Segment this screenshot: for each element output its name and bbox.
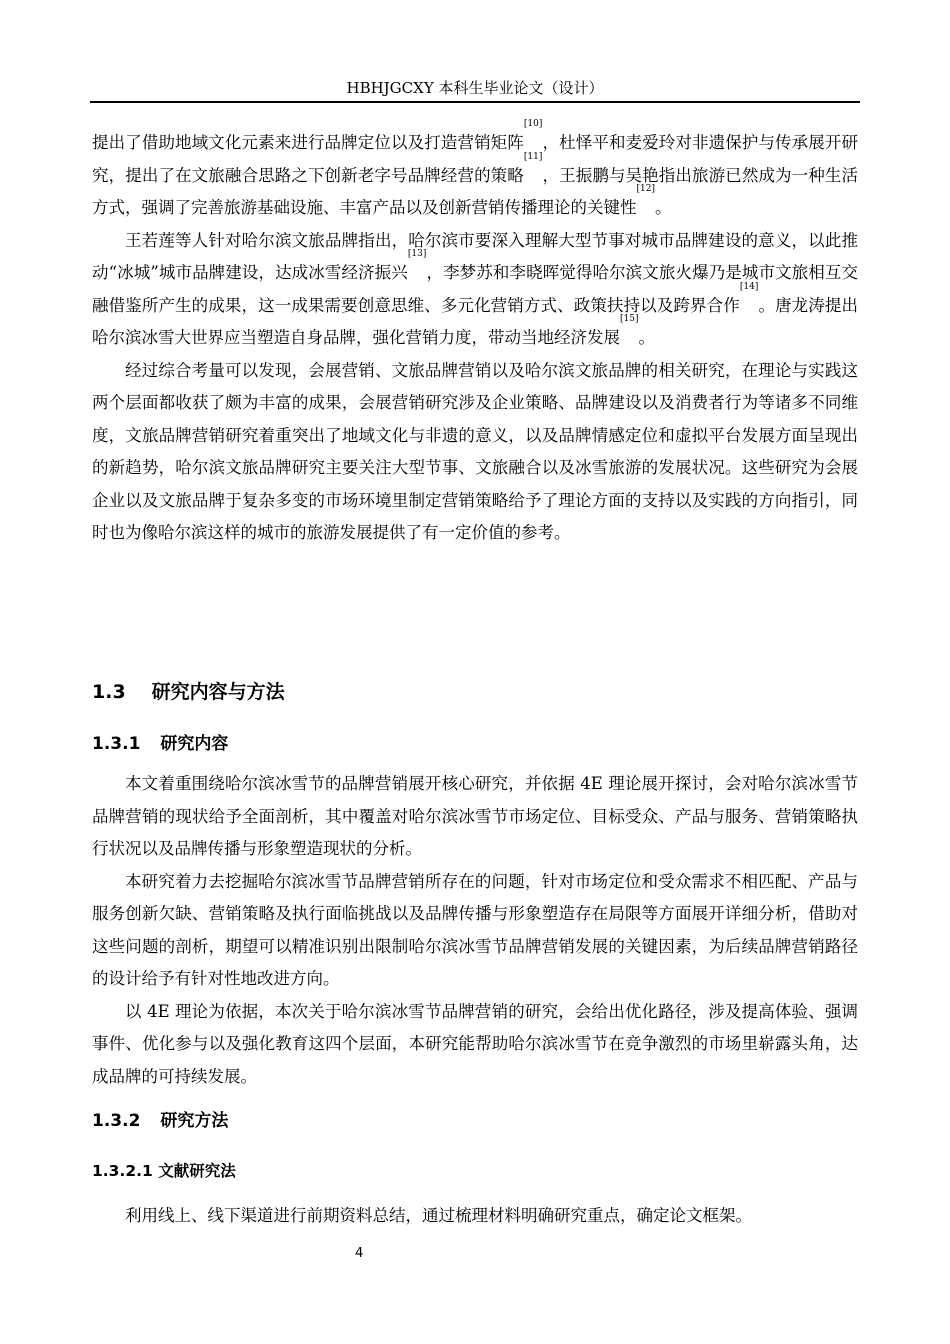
section-heading-1-3-2-1: 1.3.2.1 文献研究法 <box>92 1162 236 1180</box>
citation-10[interactable]: [10] <box>523 119 543 129</box>
literature-method <box>92 1200 858 1233</box>
content-paragraph-3: 以 4E 理论为依据，本次关于哈尔滨冰雪节品牌营销的研究，会给出优化路径，涉及提高体验、强调事件、优化参与以及强化教育这四个层面，本研究能帮助哈尔滨冰雪节在竞争激烈的市场里崭露头角，达成品牌的可持续发展。 <box>92 1001 858 1086</box>
citation-13[interactable]: [13] <box>407 249 427 259</box>
running-header: HBHJGCXY 本科生毕业论文（设计） <box>346 79 604 97</box>
citation-12[interactable]: [12] <box>636 184 655 194</box>
method-paragraph: 利用线上、线下渠道进行前期资料总结，通过梳理材料明确研究重点，确定论文框架。 <box>125 1206 752 1225</box>
section-heading-1-3-2: 1.3.2 研究方法 <box>92 1111 229 1131</box>
section-heading-1-3-1: 1.3.1 研究内容 <box>92 734 229 754</box>
paragraph-1: 提出了借助地域文化元素来进行品牌定位以及打造营销矩阵[10]，杜怿平和麦爱玲对非遗保护与传承展开研究，提出了在文旅融合思路之下创新老字号品牌经营的策略[11]，王振鹏与吴艳指出旅游已然成为一种生活方式，强调了完善旅游基础设施、丰富产品以及创新营销传播理论的关键性[12]。 <box>92 119 859 217</box>
section-heading-1-3: 1.3 研究内容与方法 <box>92 681 285 703</box>
citation-15[interactable]: [15] <box>620 314 639 324</box>
citation-11[interactable]: [11] <box>523 151 543 162</box>
literature-summary <box>92 119 859 550</box>
page-number: 4 <box>355 1246 364 1261</box>
header-rule <box>90 101 860 103</box>
paragraph-2: 王若莲等人针对哈尔滨文旅品牌指出，哈尔滨市要深入理解大型节事对城市品牌建设的意义，以此推动“冰城”城市品牌建设，达成冰雪经济振兴[13]，李梦苏和李晓晖觉得哈尔滨文旅火爆乃是城市文旅相互交融借鉴所产生的成果，这一成果需要创意思维、多元化营销方式、政策扶持以及跨界合作[14]。唐龙涛提出哈尔滨冰雪大世界应当塑造自身品牌，强化营销力度，带动当地经济发展[15]。 <box>92 230 859 347</box>
paragraph-3: 经过综合考量可以发现，会展营销、文旅品牌营销以及哈尔滨文旅品牌的相关研究，在理论与实践这两个层面都收获了颇为丰富的成果，会展营销研究涉及企业策略、品牌建设以及消费者行为等诸多不同维度，文旅品牌营销研究着重突出了地域文化与非遗的意义，以及品牌情感定位和虚拟平台发展方面呈现出的新趋势，哈尔滨文旅品牌研究主要关注大型节事、文旅融合以及冰雪旅游的发展状况。这些研究为会展企业以及文旅品牌于复杂多变的市场环境里制定营销策略给予了理论方面的支持以及实践的方向指引，同时也为像哈尔滨这样的城市的旅游发展提供了有一定价值的参考。 <box>92 360 858 542</box>
citation-14[interactable]: [14] <box>739 281 759 292</box>
research-content <box>92 768 858 1093</box>
content-paragraph-1: 本文着重围绕哈尔滨冰雪节的品牌营销展开核心研究，并依据 4E 理论展开探讨，会对哈尔滨冰雪节品牌营销的现状给予全面剖析，其中覆盖对哈尔滨冰雪节市场定位、目标受众、产品与服务、营销策略执行状况以及品牌传播与形象塑造现状的分析。 <box>92 774 858 858</box>
content-paragraph-2: 本研究着力去挖掘哈尔滨冰雪节品牌营销所存在的问题，针对市场定位和受众需求不相匹配、产品与服务创新欠缺、营销策略及执行面临挑战以及品牌传播与形象塑造存在局限等方面展开详细分析，借助对这些问题的剖析，期望可以精准识别出限制哈尔滨冰雪节品牌营销发展的关键因素，为后续品牌营销路径的设计给予有针对性地改进方向。 <box>92 871 858 988</box>
